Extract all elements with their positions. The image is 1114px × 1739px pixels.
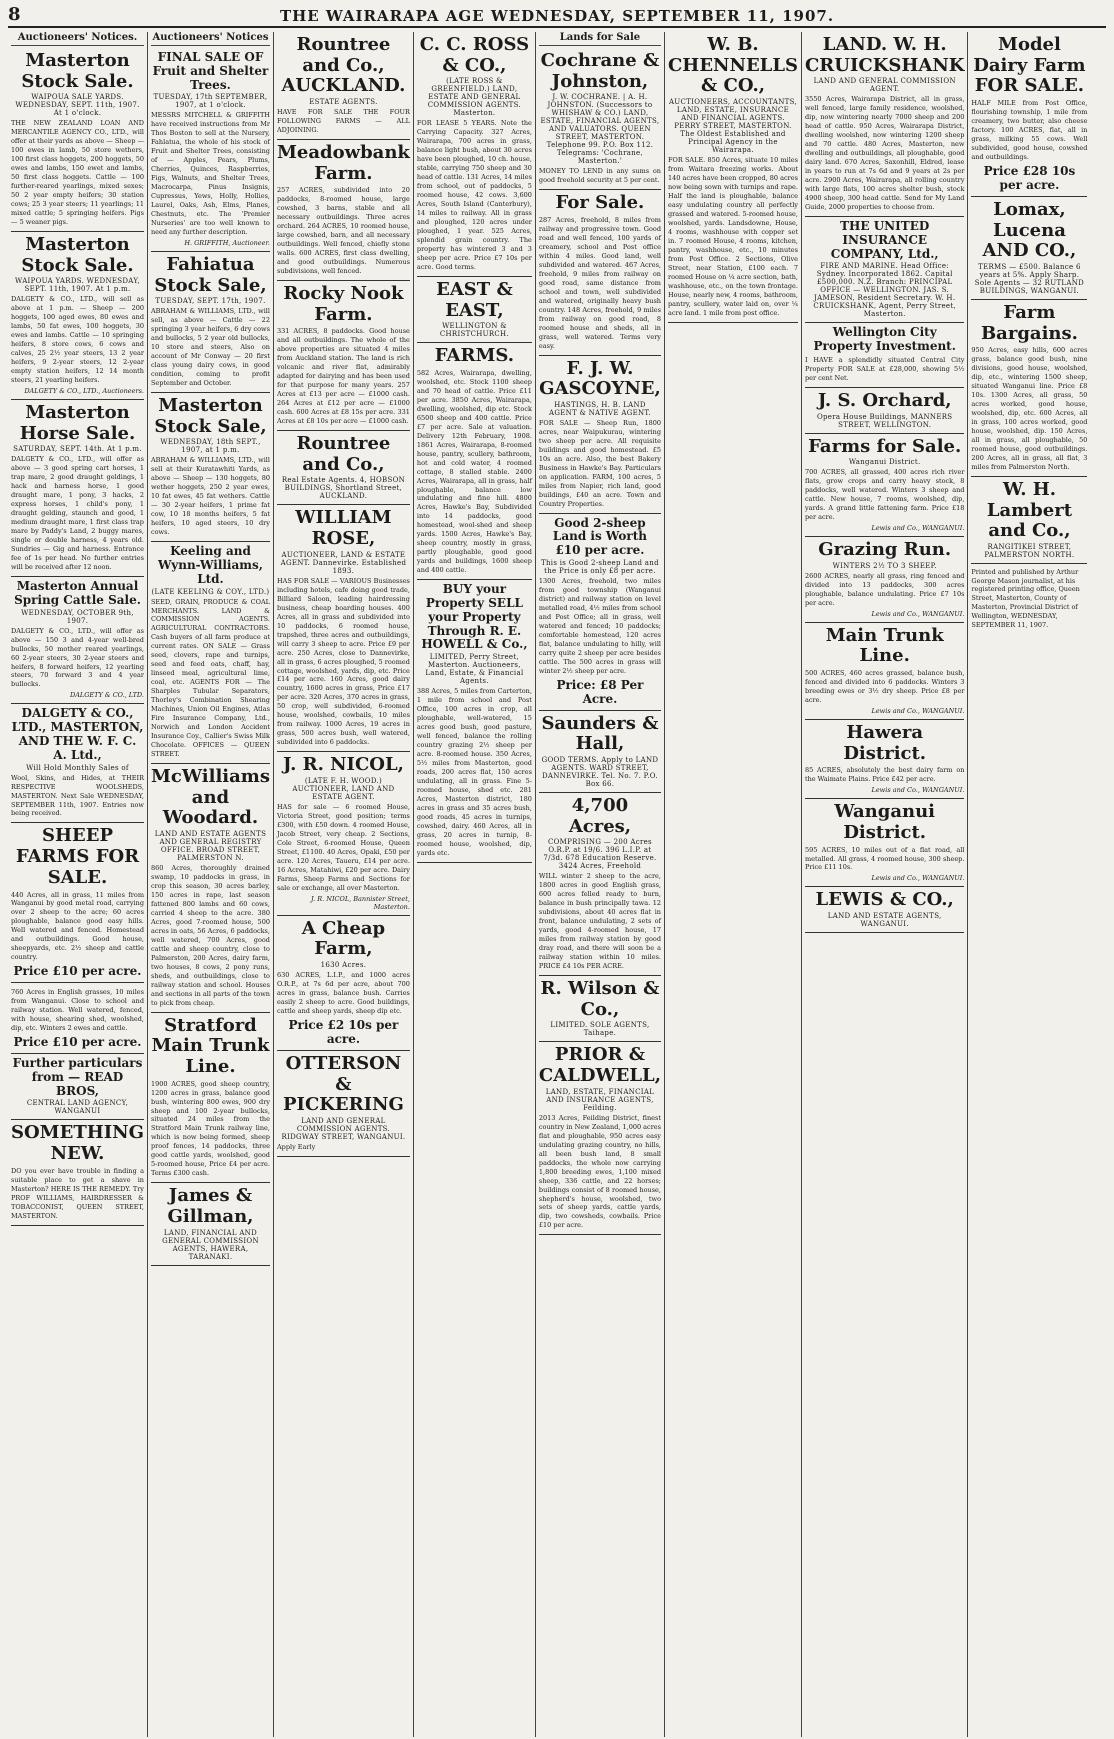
ad-subheading: LIMITED, Perry Street, Masterton. Auctioneers, Land, Estate, & Financial Agents. [425,653,524,686]
ad-subheading: WEDNESDAY, 18th SEPT., 1907, at 1 p.m. [160,438,261,455]
advertisement [151,764,270,1013]
ad-price: Price £10 per acre. [13,1035,142,1050]
ad-heading: FINAL SALE OF Fruit and Shelter Trees. [152,50,269,92]
column-5 [536,32,665,1737]
ad-signature: Lewis and Co., WANGANUI. [871,524,965,533]
ad-body: FOR LEASE 5 YEARS. Note the Carrying Capacity. 327 Acres, Wairarapa, 700 acres in grass, balance light bush, about 30 acres have been ploughed, 10 ch. house, stable, carrying 750 sheep and 30 head of cattle. 131 Acres, 14 miles from school, out of paddocks, 5 roomed house, 42 cows. 3,600 Acres, South Island (Canterbury), 14 miles to railway. All in grass and ploughed, 120 acres under ploughed, 1 year. 525 Acres, splendid grain country. The property has wintered 3 and 3 sheep per acre. Price £7 10s per acre. Good terms. [416,119,532,271]
ad-heading: Rocky Nook Farm. [283,283,404,325]
advertisement [11,704,144,823]
ad-subheading: COMPRISING — 200 Acres O.R.P. at 19/6. 396 L.I.P. at 7/3d. 678 Education Reserve. 3424 Acres, Freehold [543,838,657,871]
advertisement [277,32,410,140]
ad-subheading: CENTRAL LAND AGENCY, WANGANUI [26,1099,129,1116]
ad-subheading: WINTERS 2½ TO 3 SHEEP. [832,561,937,570]
ad-subheading: LAND AND ESTATE AGENTS AND GENERAL REGISTRY OFFICE. BROAD STREET, PALMERSTON N. [154,830,267,863]
column-6 [665,32,802,1737]
ad-heading: Masterton Horse Sale. [19,402,136,444]
ad-subheading: FIRE AND MARINE. Head Office: Sydney. Incorporated 1862. Capital £500,000. N.Z. Branch: PRINCIPAL OFFICE — WELLINGTON. JAS. S. JAMESON, Resident Secretary. W. H. CRUICKSHANK, Agent, Perry Street, Masterton. [813,262,957,319]
ad-heading: Hawera District. [843,721,927,764]
ad-heading: SOMETHING NEW. [11,1122,144,1165]
ad-heading: Model Dairy Farm FOR SALE. [973,34,1086,97]
advertisement [668,32,798,323]
ad-signature: Lewis and Co., WANGANUI. [871,706,965,715]
ad-price: Price £28 10s per acre. [983,163,1076,192]
ad-heading: Good 2-sheep Land is Worth £10 per acre. [552,515,647,558]
ad-subheading: This is Good 2-sheep Land and the Price is only £8 per acre. [541,558,659,575]
ad-body: 388 Acres, 5 miles from Carterton, 1 mile from school and Post Office, 100 acres in crop, all ploughable, well-watered, 15 acres good bush, good pasture, well fenced, balance the rolling country grazing 2½ sheep per acre. 8-roomed house. 350 Acres, 5½ miles from Masterton, good roads, 200 acres flat, 150 acres undulating, all in grass. Fine 5-roomed house, shed etc. 281 Acres, Masterton district, 180 acres in grass and 35 acres bush, good roads, 45 acres in turnips, cowshed, dairy. 460 Acres, all in grass, 20 acres in turnip, 8-roomed house, woolshed, dip, yards etc. [416,687,532,857]
ad-heading: Masterton Stock Sale, [154,395,267,437]
advertisement [805,217,964,323]
advertisement [151,252,270,393]
advertisement [805,32,964,217]
ad-heading: Rountree and Co., [296,433,391,475]
ad-subheading: J. W. COCHRANE. | A. H. JOHNSTON. (Successors to WHISHAW & CO.) LAND, ESTATE, FINANCIAL AGENTS, AND VALUATORS. QUEEN STREET, MASTERTON. Telephone 99. P.O. Box 112. Telegrams: 'Cochrane, Masterton.' [540,93,660,166]
column-7 [802,32,968,1737]
ad-heading: Keeling and Wynn-Williams, Ltd. [158,544,263,586]
advertisement [805,720,964,799]
ad-subheading: SATURDAY, SEPT. 14th. At 1 p.m. [13,445,142,454]
ad-body: ABRAHAM & WILLIAMS, LTD., will sell, as above — Cattle — 22 springing 3 year heifers, 6 dry cows and bullocks, 5 2 year old bullocks, 10 store and steers, Also on account of Mr Conway — 20 first class young dairy cows, in good condition, coming to profit September and October. [150,307,270,388]
ad-heading: For Sale. [555,192,645,214]
ad-heading: F. J. W. GASCOYNE, [539,357,661,400]
ad-body: 257 ACRES, subdivided into 20 paddocks, 8-roomed house, large cowshed, 3 barns, stable and all necessary outbuildings. Three acres orchard. 264 ACRES, 10 roomed house, large cowshed, barn, and all necessary outbuildings. Well fenced, chiefly stone walls. 600 ACRES, first class dwelling, and good outbuildings. Numerous subdivisions, well fenced. [276,186,410,276]
masthead [8,4,1106,28]
ad-body: HAS for sale — 6 roomed House, Victoria Street, good position; terms £300, with £50 down. 4 roomed House, Jacob Street, very cheap. 2 Sections, Cole Street, 6-roomed House, Queen Street, £1100. 40 Acres, Opaki, £50 per acre. 120 Acres, Taueru, £14 per acre. 16 Acres, Matahiwi, £20 per acre. Dairy Farms, Sheep Farms and Sections for sale or exchange, all over Masterton. [276,802,410,892]
ad-body: 1300 Acres, freehold, two miles from good township (Wanganui district) and railway station on level metalled road, 4½ miles from school and Post Office; all in grass, well watered and fenced; 10 paddocks; comfortable homestead, 120 acres flat, balance undulating to hilly, will carry quite 2 sheep per acre besides cattle. The 500 acres in grass will winter 2½ sheep per acre. [538,576,661,675]
ad-heading: J. S. Orchard, [817,389,952,411]
ad-signature: J. R. NICOL, Bannister Street, Masterton. [311,894,410,911]
advertisement [151,1183,270,1265]
ad-heading: EAST & EAST, [436,278,513,321]
ad-body: 582 Acres, Wairarapa, dwelling, woolshed, etc. Stock 1100 sheep and 70 head of cattle. Price £11 per acre. 3850 Acres, Wairarapa, dwelling, woolshed, dip etc. Stock 6500 sheep and 400 cattle. Price £7 per acre. Sale at valuation. Delivery 12th February, 1908. 1861 Acres, Wairarapa, 8-roomed house, pantry, scullery, bathroom, hot and cold water, 4 roomed cottage, 8 stalled stable. 2400 Acres, Wairarapa, all in grass, half ploughable, balance low undulating and fine hill. 4800 Acres, Hawke's Bay, Subdivided into 14 paddocks, good homestead, wool-shed and sheep yards. 1500 Acres, Hawke's Bay, sheep country, mostly in grass, partly ploughable, good good yards and buildings, 1600 sheep and 400 cattle. [416,368,532,575]
ad-heading: Meadowbank Farm. [276,141,410,184]
ad-body: 2600 ACRES, nearly all grass, ring fenced and divided into 13 paddocks, 300 acres ploughable, balance undulating. Price £7 10s per acre. [804,571,965,607]
ad-body: 287 Acres, freehold, 8 miles from railway and progressive town. Good road and well fenced, 100 yards of creamery, school and Post office within 4 miles. Good land, well subdivided and watered. 467 Acres, freehold, 9 miles from railway on good road, same distance from school and town, well subdivided and watered, originally heavy bush country. 148 Acres, freehold, 9 miles from railway on good road, 8 roomed house and sheds, all in grass, well watered. Terms very easy. [538,216,661,350]
ad-heading: BUY your Property SELL your Property Through R. E. HOWELL & Co., [421,582,528,652]
advertisement [539,793,661,976]
ad-body: 760 Acres in English grasses, 10 miles from Wanganui. Close to school and railway station. Well watered, fenced, with house, shearing shed, woolshed, dip, etc. Winters 2 ewes and cattle. [11,988,144,1033]
advertisement [151,1013,270,1184]
ad-heading: James & Gillman, [167,1185,254,1227]
advertisement [539,976,661,1042]
ad-body: 595 ACRES, 10 miles out of a flat road, all metalled. All grass, 4 roomed house, 300 sheep. Price £11 10s. [804,845,965,872]
advertisement [805,537,964,623]
ad-heading: WILLIAM ROSE, [295,507,392,550]
ad-body: 85 ACRES, absolutely the best dairy farm on the Waimate Plains. Price £42 per acre. [804,766,965,784]
advertisement [805,388,964,434]
ad-subheading: Real Estate Agents. 4, HOBSON BUILDINGS, Shortland Street, AUCKLAND. [281,476,406,501]
ad-body: 500 ACRES, 460 acres grassed, balance bush, fenced and divided into 6 paddocks. Winters 3 breeding ewes or 3½ dry sheep. Price £8 per acre. [804,668,965,704]
ad-price: Price £2 10s per acre. [288,1017,399,1046]
ad-body: FOR SALE — Sheep Run, 1800 acres, near Waipukurau, wintering two sheep per acre. All requisite buildings and good homestead. £5 10s an acre. Also, the best Bakery Business in Hawke's Bay. Particulars on application. FARM, 100 acres, 5 miles from Napier, rich land, good buildings, £40 an acre. Town and Country Properties. [538,418,661,508]
ad-subheading: TUESDAY, 17th SEPTEMBER, 1907, at 1 o'clock. [153,93,268,110]
ad-heading: SHEEP FARMS FOR SALE. [15,825,140,888]
ad-signature: DALGETY & CO., LTD. [69,691,144,700]
advertisement [805,434,964,538]
ad-body: 860 Acres, thoroughly drained swamp, 10 paddocks in grass, in crop this season, 30 acres barley, 150 acres in rape, last season fattened 800 lambs and 60 cows, carried 4 sheep to the acre. 380 Acres, good 7-roomed house, 500 acres in oats, 56 Acres, 6 paddocks, well watered, 700 Acres, good cattle and sheep country, close to Palmerston, 200 Acres, dairy farm, two houses, 8 cows, 2 pony runs, sheds, and outbuildings, close to railway station and school. Houses and sections in all parts of the town to pick from cheap. [150,864,270,1007]
ad-signature: DALGETY & CO., LTD., Auctioneers. [24,387,144,396]
ad-heading: McWilliams and Woodard. [150,765,270,829]
ad-body: THE NEW ZEALAND LOAN AND MERCANTILE AGENCY CO., LTD., will offer at their yards as above — Sheep — 100 ewes in lamb, 50 store wethers, 100 first class hoggets, 200 hoggets, 50 ewes and lambs, 150 ewet and lambs, 50 first class hoggets. Cattle — 100 further-reared yearlings, mixed sexes; 50 2 year empty heifers; 30 station cows; 25 3 year steers; 11 yearlings; 11 mixed cattle; 5 springing heifers. Pigs — 5 weaner pigs. [11,119,144,227]
ad-heading: Saunders & Hall, [541,712,659,755]
advertisement [971,477,1087,564]
ad-heading: Rountree and Co., AUCKLAND. [281,34,406,97]
advertisement [805,799,964,887]
ad-heading: W. H. Lambert and Co., [986,478,1073,542]
ad-subheading: TERMS — £500. Balance 6 years at 5%. Apply Sharp. Sole Agents — 32 RUTLAND BUILDINGS, WANGANUI. [974,262,1085,295]
advertisement [11,48,144,232]
ad-subheading: LAND AND GENERAL COMMISSION AGENTS. RIDGWAY STREET, WANGANUI. [281,1116,406,1141]
advertisement [11,1120,144,1225]
ad-heading: Stratford Main Trunk Line. [151,1014,270,1077]
ad-heading: Farms for Sale. [808,435,962,457]
advertisement [971,32,1087,197]
advertisement [11,232,144,400]
ad-heading: THE UNITED INSURANCE COMPANY, Ltd., [830,218,939,261]
advertisement [277,281,410,431]
ad-body: 331 ACRES, 8 paddocks. Good house and all outbuildings. The whole of the above properties are situated 4 miles from Auckland station. The land is rich volcanic and river flat, admirably adapted for dairying and has been used for that purpose for many years. 257 Acres at £13 per acre — £1000 cash. 264 Acres at £12 per acre — £1000 cash. 600 Acres at £8 15s per acre. 331 Acres at £8 10s per acre — £1000 cash. [276,327,410,426]
advertisement [277,916,410,1051]
newspaper-title: THE WAIRARAPA AGE WEDNESDAY, SEPTEMBER 11, 1907. [279,7,835,25]
columns-container [8,32,1106,1737]
ad-subheading: WELLINGTON & CHRISTCHURCH. [439,322,509,339]
printer-imprint: Printed and published by Arthur George Mason journalist, at his registered printing office, Queen Street, Masterton, County of Masterton, Provincial District of Wellington, WEDNESDAY, SEPTEMBER 11, 1907. [971,567,1080,629]
ad-body: MESSRS MITCHELL & GRIFFITH have received instructions from Mr Thos Boston to sell at the Nursery, Fahlatua, the whole of his stock of Fruit and Shelter Trees, consisting of — Apples, Pears, Plums, Cherries, Quinces, Raspberries, Figs, Walnuts, and Shelter Trees, Macrocarpa, Pinus Insignis, Cupressus, Yews, Holly, Hollies, Laurel, Oaks, Ash, Elms, Planes, Chestnuts, etc. The 'Premier Nurseries' are too well known to need any further description. [150,111,270,236]
ad-heading: R. Wilson & Co., [540,978,660,1020]
ad-heading: Fahiatua Stock Sale, [154,253,267,296]
advertisement [539,48,661,190]
ad-heading: A Cheap Farm, [301,917,386,960]
ad-body: I HAVE a splendidly situated Central City Property FOR SALE at £28,000, showing 5½ per cent Net. [804,355,965,382]
advertisement [11,400,144,577]
ad-subheading: WAIPOUA YARDS. WEDNESDAY, SEPT. 11th, 1907. At 1 p.m. [15,277,140,294]
ad-heading: Masterton Annual Spring Cattle Sale. [14,579,141,607]
advertisement [805,887,964,933]
advertisement [417,32,532,277]
ad-heading: Further particulars from — READ BROS, [12,1056,143,1098]
ad-subheading: AUCTIONEER, LAND & ESTATE AGENT. Dannevirke. Established 1893. [280,550,407,575]
advertisement [11,823,144,983]
column-2 [148,32,274,1737]
ad-heading: C. C. ROSS & CO., [419,34,530,76]
advertisement [151,48,270,252]
ad-body: DALGETY & CO., LTD., will offer as above — 3 good spring cart horses, 1 trap mare, 2 good draught geldings, 1 hack and harness horse, 1 good draught mare, 1 pony, 3 hacks, 2 express horses, 1 child's pony, 1 draught gelding, staunch and good, 1 medium draught mare, 1 first class trap mare by Paddy's Land, 2 buggy mares, single or double harness, 4 years old. Sundries — Gig and harness. Entrance fee of 1s per head. No further entries will be received after 12 noon. [11,455,144,572]
ad-body: SEED, GRAIN, PRODUCE & COAL MERCHANTS. LAND & COMMISSION AGENTS. AGRICULTURAL CONTRACTORS. Cash buyers of all farm produce at current rates. ON SALE — Grass seed, clovers, rape and turnips, seed and feed oats, chaff, hay, linseed meal, agricultural lime, coal, etc. AGENTS FOR — The Sharples Tubular Separators, Thorley's Combination Shearing Machines, Union Oil Engines, Atlas Fire Insurance Company, Ltd., Norwich and London Accident Insurance Coy., Callier's Swiss Milk Chocolate. OFFICES — QUEEN STREET. [150,597,270,758]
ad-body: FOR SALE. 850 Acres, situate 10 miles from Waitara freezing works. About 140 acres have been cropped, 80 acres now being sown with turnips and rape. Half the land is ploughable, balance easy undulating country all perfectly grassed and watered. 5-roomed house, woolshed, yards. Landsdowne, House, 4 rooms, washhouse with copper set in. 7 roomed House, 4 rooms, kitchen, pantry, washhouse, etc., 10 minutes from Post Office. 2 Sections, Olive Street, near Station, £100 each. 7 roomed House on ¼ acre section, bath, washhouse, etc., on the town frontage. House, nearly new, 4 rooms, bathroom, pantry, scullery, water laid on, over ¼ acre land. 1 mile from post office. [667,156,798,317]
ad-heading: PRIOR & CALDWELL, [538,1044,661,1087]
advertisement [151,542,270,764]
column-section-heading: Auctioneers' Notices [151,32,270,46]
column-section-heading: Auctioneers' Notices. [11,32,144,46]
ad-body: DALGETY & CO., LTD., will offer as above — 150 3 and 4-year well-bred bullocks, 50 mother reared yearlings, 60 2-year steers, 30 2-year steers and heifers, 8 forward heifers, 12 yearling steers, 70 forward 3 and 4 year bullocks. [11,626,144,689]
advertisement [277,752,410,915]
ad-subheading: TUESDAY, SEPT. 17th, 1907. [155,297,266,306]
advertisement [971,197,1087,300]
ad-body: HALF MILE from Post Office, flourishing township, 1 mile from creamery, two butter, also cheese factory. 100 ACRES, flat, all in grass, milking 55 cows. Well subdivided, good house, cowshed and outbuildings. [971,99,1088,161]
advertisement [539,711,661,793]
ad-body: DO you ever have trouble in finding a suitable place to get a shave in Masterton? HERE IS THE REMEDY. Try PROF WILLIAMS, HAIRDRESSER & TOBACCONIST, QUEEN STREET, MASTERTON. [11,1166,144,1220]
ad-body: 1900 ACRES, good sheep country, 1200 acres in grass, balance good bush, wintering 800 ewes, 900 dry sheep and 100 2-year bullocks, situated 24 miles from the Stratford Main Trunk railway line, which is now being formed, sheep proof fences, 14 paddocks, three good cattle yards, woolshed, good 5-roomed house, Price £4 per acre. Terms £300 cash. [150,1079,270,1178]
ad-heading: FARMS. [434,345,514,367]
ad-signature: Lewis and Co., WANGANUI. [871,609,965,618]
ad-subheading: RANGITIKEI STREET, PALMERSTON NORTH. [984,542,1075,559]
ad-subheading: GOOD TERMS. Apply to LAND AGENTS. WARD STREET, DANNEVIRKE. Tel. No. 7. P.O. Box 66. [541,756,659,789]
ad-heading: LEWIS & CO., [815,889,954,911]
ad-signature: H. GRIFFITH, Auctioneer. [184,238,270,247]
ad-heading: J. R. NICOL, [282,754,404,776]
column-8 [968,32,1090,1737]
column-4 [414,32,536,1737]
advertisement [805,323,964,388]
ad-body: 440 Acres, all in grass, 11 miles from Wanganui by good metal road, carrying over 2 sheep to the acre; 60 acres ploughable, balance good easy hills. Well watered and fenced. Homestead and outbuildings. Good house, sheepyards, etc. 2½ sheep and cattle country. [11,890,144,962]
ad-heading: DALGETY & CO., LTD., MASTERTON, AND THE W. F. C. A. Ltd., [11,706,144,762]
ad-heading: Wanganui District. [834,801,936,843]
ad-body: 950 Acres, easy hills, 600 acres grass, balance good bush, nine divisions, good house, woolshed, dip, etc., wintering 1500 sheep, situated Wanganui line. Price £8 10s. 1300 Acres, all grass, 50 acres worked, good house, woolshed, dip, etc. 600 Acres, all in grass, 100 acres worked, good house, woolshed, dip. 150 Acres, all in grass, all ploughable, 50 roomed house, good outbuildings. 200 Acres, all in grass, all flat, 3 miles from Palmerston North. [971,346,1088,471]
ad-subheading: LAND AND ESTATE AGENTS, WANGANUI. [827,912,942,929]
ad-heading: Lomax, Lucena AND CO., [982,198,1077,262]
advertisement [417,277,532,343]
ad-subheading: WEDNESDAY, OCTOBER 9th, 1907. [21,608,134,625]
ad-signature: Lewis and Co., WANGANUI. [871,874,965,883]
advertisement [11,1054,144,1120]
ad-heading: Grazing Run. [818,539,952,561]
ad-heading: Cochrane & Johnston, [540,50,660,92]
advertisement [539,1042,661,1235]
ad-heading: Masterton Stock Sale. [21,234,134,276]
ad-body: 2013 Acres, Feilding District, finest country in New Zealand, 1,000 acres flat and ploughable, 950 acres easy undulating grazing country, no hills, all been bush land, 8 small paddocks, the whole now carrying 1,800 breeding ewes, 1,100 mixed sheep, 336 cattle, and 22 horses; buildings consist of 8 roomed house, shepherd's house, woolshed, two sets of sheep yards, cattle yards, dip, two cowsheds, cowbails. Price £10 per acre. [538,1113,661,1230]
ad-body: Wool, Skins, and Hides, at THEIR RESPECTIVE WOOLSHEDS, MASTERTON. Next Sale WEDNESDAY, SEPTEMBER 11th, 1907. Entries now being received. [11,773,144,818]
ad-body: HAS FOR SALE — VARIOUS Businesses including hotels, cafe doing good trade, Billiard Saloon, leading hairdressing business, cheap boarding houses. 400 Acres, all in grass and subdivided into 10 paddocks, 6 roomed house, trapshed, three acres and outbuildings, will carry 3 sheep to acre. Price £9 per acre. 250 Acres, close to Dannevirke, all in grass, 6 acres ploughed, 5 roomed cottage, woolshed, yards, dip, etc. Price £14 per acre. 160 Acres, good dairy country, 1600 acres in grass, Price £17 per acre. 320 Acres, 370 acres in grass, 50 crop, well subdivided, 6-roomed house, woolshed, cowbails, 10 miles from railway. 1000 Acres, 19 acres in grass, 500 acres bush, well watered, subdivided into 6 paddocks. [276,576,410,747]
advertisement [417,580,532,862]
ad-signature: Lewis and Co., WANGANUI. [871,786,965,795]
advertisement [11,983,144,1054]
ad-subheading: LAND, FINANCIAL AND GENERAL COMMISSION AGENTS, HAWERA, TARANAKI. [162,1228,259,1261]
ad-heading: OTTERSON & PICKERING [283,1052,404,1116]
ad-body: WILL winter 2 sheep to the acre, 1800 acres in good English grass, 600 acres felled ready to burn, balance in bush principally tawa. 12 subdivisions, about 40 acres flat in front, balance undulating, 2 sets of yards, good 4-roomed house, 17 miles from railway station by good dray road, and there will soon be a railway station within 10 miles. PRICE £4 10s PER ACRE. [538,872,661,971]
advertisement [151,393,270,542]
advertisement [539,514,661,711]
advertisement [805,623,964,720]
ad-body: 630 ACRES, L.I.P., and 1000 acres O.R.P., at 7s 6d per acre, about 700 acres in grass, balance bush. Carries easily 2 sheep to acre. Good buildings, cattle and sheep yards, sheep dip etc. [276,970,410,1015]
ad-heading: LAND. W. H. CRUICKSHANK [804,34,965,76]
ad-subheading: (LATE F. H. WOOD.) AUCTIONEER, LAND AND ESTATE AGENT. [292,776,395,801]
ad-subheading: (LATE ROSS & GREENFIELD.) LAND, ESTATE AND GENERAL COMMISSION AGENTS. Masterton. [427,77,522,118]
ad-subheading: AUCTIONEERS, ACCOUNTANTS, LAND, ESTATE, INSURANCE AND FINANCIAL AGENTS. PERRY STREET, MASTERTON. The Oldest Established and Principal Agency in the Wairarapa. [668,98,797,155]
ad-body: ABRAHAM & WILLIAMS, LTD., will sell at their Kuratawhiti Yards, as above — Sheep — 130 hoggets, 80 wether hoggets, 250 2 year ewes, 10 fat ewes, 45 fat wethers. Cattle — 30 2-year heifers, 1 prime fat cow, 10 18 months heifers, 5 fat heifers, 10 aged steers, 10 dry cows. [150,456,270,537]
ad-subheading: LIMITED. SOLE AGENTS, Taihape. [550,1021,650,1038]
ad-subheading: Opera House Buildings, MANNERS STREET, WELLINGTON. [816,412,953,429]
ad-body: MONEY TO LEND in any sums on good freehold security at 5 per cent. [538,167,661,185]
ad-body: Apply Early [276,1142,316,1151]
ad-subheading: Wanganui District. [848,458,921,467]
ad-subheading: 1630 Acres. [320,960,367,969]
ad-heading: Main Trunk Line. [825,624,944,667]
ad-heading: Wellington City Property Investment. [813,325,956,354]
advertisement [277,505,410,752]
ad-subheading: LAND, ESTATE, FINANCIAL AND INSURANCE AGENTS, Feilding. [545,1087,655,1112]
ad-price: Price: £8 Per Acre. [556,677,644,706]
advertisement [417,343,532,580]
ad-subheading: Will Hold Monthly Sales of [26,763,129,772]
advertisement [277,140,410,281]
advertisement [539,190,661,355]
ad-price: Price £10 per acre. [13,964,142,979]
advertisement [277,431,410,505]
advertisement [971,300,1087,477]
ad-subheading: HASTINGS, H. B. LAND AGENT & NATIVE AGENT. [548,400,651,417]
column-1 [8,32,148,1737]
column-3 [274,32,414,1737]
ad-body: DALGETY & CO., LTD., will sell as above at 1 p.m. — Sheep — 200 hoggets, 100 aged ewes, 80 ewes and lambs, 50 fat ewes, 100 hoggets, 30 ewes and lambs. Cattle — 10 springing heifers, 8 store cows, 6 cows and calves, 25 2½ year steers, 13 2 year heifers, 9 2-year steers, 12 2-year empty station heifers, 12 14 month steers, 21 yearling heifers. [11,295,144,385]
column-section-heading: Lands for Sale [539,32,661,46]
ad-body: HAVE FOR SALE THE FOUR FOLLOWING FARMS — ALL ADJOINING. [276,108,410,134]
page-number: 8 [8,4,21,25]
ad-heading: Farm Bargains. [980,301,1078,344]
ad-subheading: (LATE KEELING & COY., LTD.) [151,587,270,596]
ad-subheading: WAIPOUA SALE YARDS. WEDNESDAY, SEPT. 11th, 1907. At 1 o'clock. [15,93,140,118]
ad-subheading: LAND AND GENERAL COMMISSION AGENT. [813,77,956,94]
ad-heading: 4,700 Acres, [568,795,632,837]
ad-heading: W. B. CHENNELLS & CO., [667,34,798,97]
advertisement [11,577,144,704]
advertisement [277,1051,410,1157]
ad-body: 700 ACRES, all grassed, 400 acres rich river flats, grow crops and carry heavy stock, 8 paddocks, well watered. Winters 3 sheep and cattle. New house, 7 rooms, woolshed, dip, yards. A grand little fattening farm. Price £18 per acre. [804,468,965,522]
ad-body: 3550 Acres, Wairarapa District, all in grass, well fenced, large family residence, woolshed, dip, now wintering nearly 7000 sheep and 200 head of cattle. 950 Acres, Wairarapa District, dwelling woolshed, now wintering 1200 sheep and 70 cattle. 480 Acres, Masterton, new dwelling and outbuildings, all ploughable, good dairy land. 670 Acres, Saxonhill, Eldred, lease in years to run at 7s 6d and 9 years at 2s per acre. 2900 Acres, Wairarapa, all rolling country with large flats, 100 acres shelter bush, stock 4900 sheep, 300 head cattle. Send for My Land Guide, 2000 properties to choose from. [804,95,965,211]
ad-heading: Masterton Stock Sale. [21,50,134,92]
advertisement [539,356,661,514]
ad-subheading: ESTATE AGENTS. [309,98,378,107]
